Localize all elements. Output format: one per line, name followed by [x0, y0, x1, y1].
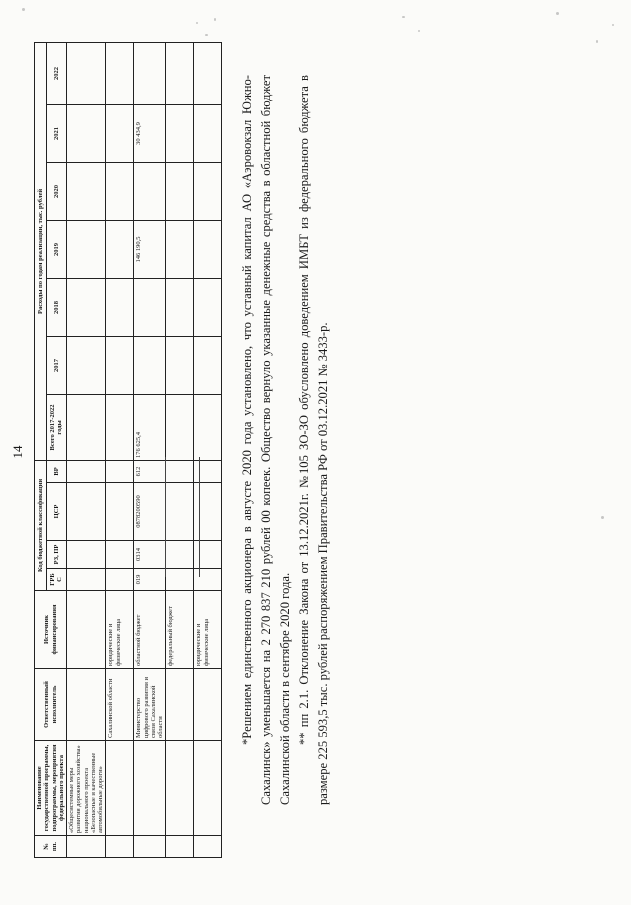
- header-csr: ЦСР: [46, 483, 66, 541]
- cell-source: юридические и физические лица: [194, 591, 222, 669]
- cell-num: [194, 836, 222, 858]
- cell-year: [166, 42, 194, 104]
- cell-year: [166, 336, 194, 394]
- cell-name: [166, 741, 194, 836]
- header-year: 2017: [46, 336, 66, 394]
- cell-year: [67, 278, 106, 336]
- cell-grbs: [106, 569, 134, 591]
- cell-source: юридические и физические лица: [106, 591, 134, 669]
- cell-year: [194, 104, 222, 162]
- cell-year: [194, 336, 222, 394]
- cell-year: [106, 278, 134, 336]
- cell-year: [106, 162, 134, 220]
- header-year: 2021: [46, 104, 66, 162]
- cell-year: [134, 336, 166, 394]
- cell-year: 30 434,9: [134, 104, 166, 162]
- cell-rz-pr: [67, 541, 106, 569]
- cell-vr: [67, 460, 106, 482]
- cell-year: [67, 336, 106, 394]
- cell-year: [106, 336, 134, 394]
- cell-year: [194, 42, 222, 104]
- cell-grbs: [166, 569, 194, 591]
- cell-total: 176 625,4: [134, 394, 166, 460]
- header-num: № пп.: [35, 836, 67, 858]
- header-budget-code: Код бюджетной классификации: [35, 460, 47, 590]
- header-year: 2018: [46, 278, 66, 336]
- cell-year: [166, 278, 194, 336]
- cell-rz-pr: [106, 541, 134, 569]
- table-row: [194, 42, 222, 857]
- table-header-row: [35, 42, 47, 857]
- cell-name: [194, 741, 222, 836]
- cell-csr: [166, 483, 194, 541]
- cell-year: [67, 42, 106, 104]
- header-expenses: Расходы по годам реализации, тыс. рублей: [35, 42, 47, 460]
- cell-grbs: [67, 569, 106, 591]
- cell-total: [194, 394, 222, 460]
- cell-executor: [67, 669, 106, 741]
- cell-year: [166, 162, 194, 220]
- cell-csr: [67, 483, 106, 541]
- cell-source: областной бюджет: [134, 591, 166, 669]
- header-year: 2022: [46, 42, 66, 104]
- header-year: 2019: [46, 220, 66, 278]
- cell-year: [106, 42, 134, 104]
- cell-vr: [166, 460, 194, 482]
- cell-csr: 0878200590: [134, 483, 166, 541]
- cell-year: [67, 220, 106, 278]
- cell-year: [194, 220, 222, 278]
- header-rz-pr: РЗ, ПР: [46, 541, 66, 569]
- cell-name: «Общесистемные меры развития дорожного хозяйства» национального проекта «Безопасные и качественные автомобильные дороги»: [67, 741, 106, 836]
- table-row: [106, 42, 134, 857]
- cell-name: [106, 741, 134, 836]
- footnote-1: *Решением единственного акционера в августе 2020 года установлено, что уставный капитал АО «Аэровокзал Южно-Сахалинск» уменьшается на 2 270 837 210 рублей 00 копеек. Общество вернуло указанные денежные средства в областной бюджет Сахалинской области в сентябре 2020 года.: [240, 75, 292, 805]
- cell-num: [134, 836, 166, 858]
- table-row: [67, 42, 106, 857]
- cell-grbs: 019: [134, 569, 166, 591]
- cell-source: [67, 591, 106, 669]
- cell-year: [134, 42, 166, 104]
- table-row: [166, 42, 194, 857]
- cell-total: [166, 394, 194, 460]
- cell-executor: Министерство цифрового развития и связи Сахалинской области: [134, 669, 166, 741]
- separator-line: [199, 457, 200, 577]
- header-name: Наименование государственной программы, подпрограммы, мероприятия федерального проекта: [35, 741, 67, 836]
- cell-total: [106, 394, 134, 460]
- separator-line: [165, 457, 166, 577]
- header-grbs: ГРБС: [46, 569, 66, 591]
- cell-num: [106, 836, 134, 858]
- cell-year: [106, 104, 134, 162]
- cell-year: [166, 220, 194, 278]
- cell-year: [194, 162, 222, 220]
- cell-num: [166, 836, 194, 858]
- footnote-2: ** пп 2.1. Отклонение Закона от 13.12.2021г. №105 ЗО-ЗО обусловлено доведением ИМБТ из федерального бюджета в размере 225 593,5 тыс. рублей распоряжением Правительства РФ от 03.12.2021 № 3433-р.: [297, 75, 330, 805]
- cell-rz-pr: 0314: [134, 541, 166, 569]
- cell-year: [194, 278, 222, 336]
- cell-vr: 612: [134, 460, 166, 482]
- cell-year: [106, 220, 134, 278]
- cell-year: [166, 104, 194, 162]
- cell-name: [134, 741, 166, 836]
- cell-executor: Сахалинской области: [106, 669, 134, 741]
- cell-rz-pr: [166, 541, 194, 569]
- cell-vr: [106, 460, 134, 482]
- table-row: [134, 42, 166, 857]
- cell-source: федеральный бюджет: [166, 591, 194, 669]
- header-total: Всего 2017-2022 годы: [46, 394, 66, 460]
- cell-total: [67, 394, 106, 460]
- header-executor: Ответственный исполнитель: [35, 669, 67, 741]
- cell-year: [134, 162, 166, 220]
- budget-table: [34, 42, 222, 858]
- cell-executor: [194, 669, 222, 741]
- header-source: Источник финансирования: [35, 591, 67, 669]
- cell-csr: [106, 483, 134, 541]
- cell-executor: [166, 669, 194, 741]
- header-year: 2020: [46, 162, 66, 220]
- header-vr: ВР: [46, 460, 66, 482]
- cell-num: [67, 836, 106, 858]
- cell-year: [134, 278, 166, 336]
- footnotes: [238, 75, 333, 805]
- cell-year: [67, 104, 106, 162]
- cell-year: 146 190,5: [134, 220, 166, 278]
- page-number: 14: [10, 445, 25, 459]
- cell-year: [67, 162, 106, 220]
